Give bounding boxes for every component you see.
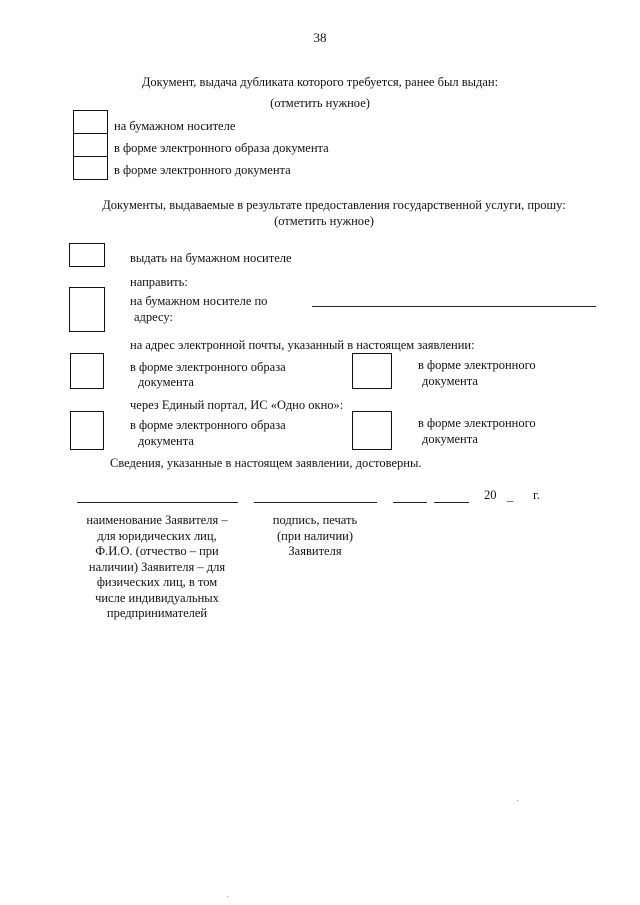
section2-note: (отметить нужное)	[274, 214, 374, 228]
option-paper-medium-label: на бумажном носителе	[114, 119, 236, 133]
section2-heading: Документы, выдаваемые в результате предоставления государственной услуги, прошу:	[102, 198, 566, 212]
signature-caption: подпись, печать (при наличии) Заявителя	[272, 513, 358, 558]
checkbox-email-electronic-image[interactable]	[70, 353, 104, 389]
date-month-line[interactable]	[434, 502, 469, 503]
date-year-blank[interactable]: _	[507, 489, 514, 503]
date-day-line[interactable]	[393, 502, 427, 503]
email-electronic-image-label-2: документа	[138, 375, 194, 389]
scan-speck	[227, 896, 228, 897]
portal-electronic-image-label-1: в форме электронного образа	[130, 418, 286, 432]
applicant-caption: наименование Заявителя – для юридических лиц, Ф.И.О. (отчество – при наличии) Заявителя – для физических лиц, в том числе индивидуальных предпринимателей	[86, 513, 228, 620]
confirmation-text: Сведения, указанные в настоящем заявлении, достоверны.	[110, 456, 422, 470]
checkbox-electronic-image[interactable]	[73, 133, 108, 157]
signature-line[interactable]	[254, 502, 377, 503]
email-electronic-document-label-1: в форме электронного	[418, 358, 536, 372]
paper-address-label-2: адресу:	[134, 310, 173, 324]
email-electronic-image-label-1: в форме электронного образа	[130, 360, 286, 374]
checkbox-email-electronic-document[interactable]	[352, 353, 392, 389]
portal-heading: через Единый портал, ИС «Одно окно»:	[130, 398, 344, 412]
option-electronic-image-label: в форме электронного образа документа	[114, 141, 329, 155]
checkbox-paper-address[interactable]	[69, 287, 105, 332]
scan-speck	[517, 800, 518, 801]
section1-heading: Документ, выдача дубликата которого требуется, ранее был выдан:	[141, 75, 499, 89]
checkbox-portal-electronic-image[interactable]	[70, 411, 104, 450]
checkbox-paper-medium[interactable]	[73, 110, 108, 134]
portal-electronic-document-label-1: в форме электронного	[418, 416, 536, 430]
portal-electronic-document-label-2: документа	[422, 432, 478, 446]
option-electronic-document-label: в форме электронного документа	[114, 163, 291, 177]
paper-address-label-1: на бумажном носителе по	[130, 294, 268, 308]
send-label: направить:	[130, 275, 188, 289]
checkbox-issue-paper[interactable]	[69, 243, 105, 267]
issue-paper-label: выдать на бумажном носителе	[130, 251, 292, 265]
page-number: 38	[313, 30, 327, 45]
section1-note: (отметить нужное)	[270, 96, 370, 110]
portal-electronic-image-label-2: документа	[138, 434, 194, 448]
email-heading: на адрес электронной почты, указанный в настоящем заявлении:	[130, 338, 475, 352]
date-year-suffix: г.	[533, 488, 540, 502]
applicant-name-line[interactable]	[77, 502, 238, 503]
checkbox-portal-electronic-document[interactable]	[352, 411, 392, 450]
checkbox-electronic-document[interactable]	[73, 156, 108, 180]
email-electronic-document-label-2: документа	[422, 374, 478, 388]
address-field-line[interactable]	[312, 306, 596, 307]
date-year-prefix: 20	[484, 488, 497, 502]
